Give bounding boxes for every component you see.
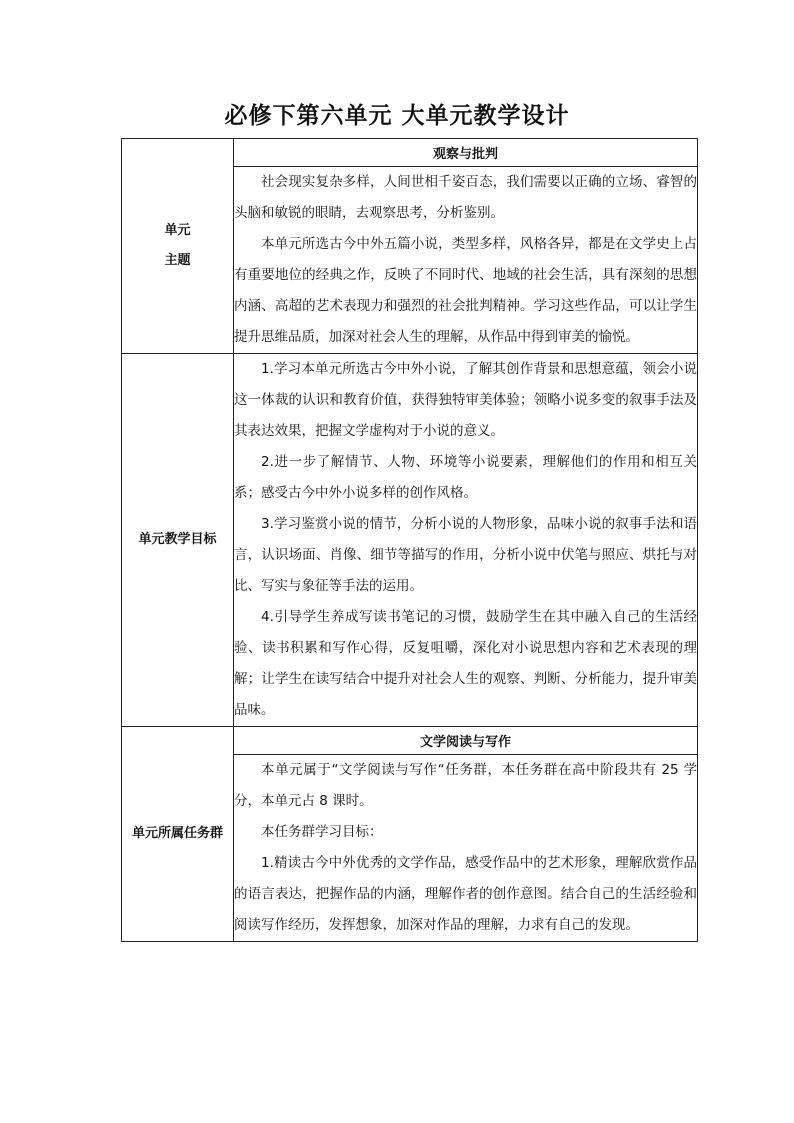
task-group-heading: 文学阅读与写作: [234, 727, 698, 755]
task-group-content: [234, 755, 698, 942]
unit-theme-paragraph: 社会现实复杂多样，人间世相千姿百态，我们需要以正确的立场、睿智的头脑和敏锐的眼睛，去观察思考，分析鉴别。: [234, 174, 697, 221]
unit-design-table: [121, 138, 698, 942]
task-group-paragraph: 本任务群学习目标：: [261, 824, 383, 840]
teaching-goal-item: 1.学习本单元所选古今中外小说，了解其创作背景和思想意蕴，领会小说这一体裁的认识和教育价值，获得独特审美体验；领略小说多变的叙事手法及其表达效果，把握文学虚构对于小说的意义。: [234, 361, 697, 439]
unit-theme-paragraph: 本单元所选古今中外五篇小说，类型多样，风格各异，都是在文学史上占有重要地位的经典之作，反映了不同时代、地域的社会生活，具有深刻的思想内涵、高超的艺术表现力和强烈的社会批判精神。学习这些作品，可以让学生提升思维品质，加深对社会人生的理解，从作品中得到审美的愉悦。: [234, 236, 697, 345]
unit-theme-label-line2: 主题: [164, 253, 191, 268]
document-title: 必修下第六单元 大单元教学设计: [224, 102, 570, 129]
teaching-goal-item: 3.学习鉴赏小说的情节，分析小说的人物形象，品味小说的叙事手法和语言，认识场面、肖像、细节等描写的作用，分析小说中伏笔与照应、烘托与对比、写实与象征等手法的运用。: [234, 516, 697, 594]
teaching-goal-item: 2.进一步了解情节、人物、环境等小说要素，理解他们的作用和相互关系；感受古今中外小说多样的创作风格。: [234, 454, 697, 501]
teaching-goal-item: 4.引导学生养成写读书笔记的习惯，鼓励学生在其中融入自己的生活经验、读书积累和写作心得，反复咀嚼，深化对小说思想内容和艺术表现的理解；让学生在读写结合中提升对社会人生的观察、判断、分析能力，提升审美品味。: [234, 609, 697, 718]
unit-theme-heading: 观察与批判: [234, 139, 698, 167]
teaching-goals-label: 单元教学目标: [122, 354, 234, 727]
task-group-heading-row: [122, 727, 698, 755]
task-group-paragraph: 本单元属于“文学阅读与写作“任务群，本任务群在高中阶段共有 25 学分，本单元占 8 课时。: [234, 762, 697, 809]
unit-theme-label: [122, 139, 234, 354]
unit-theme-heading-row: [122, 139, 698, 167]
unit-theme-content: [234, 167, 698, 354]
unit-theme-label-line1: 单元: [164, 223, 191, 238]
task-group-paragraph: 1.精读古今中外优秀的文学作品，感受作品中的艺术形象，理解欣赏作品的语言表达，把握作品的内涵，理解作者的创作意图。结合自己的生活经验和阅读写作经历，发挥想象，加深对作品的理解，力求有自己的发现。: [234, 855, 697, 933]
teaching-goals-row: [122, 354, 698, 727]
task-group-label: 单元所属任务群: [122, 727, 234, 942]
teaching-goals-content: [234, 354, 698, 727]
